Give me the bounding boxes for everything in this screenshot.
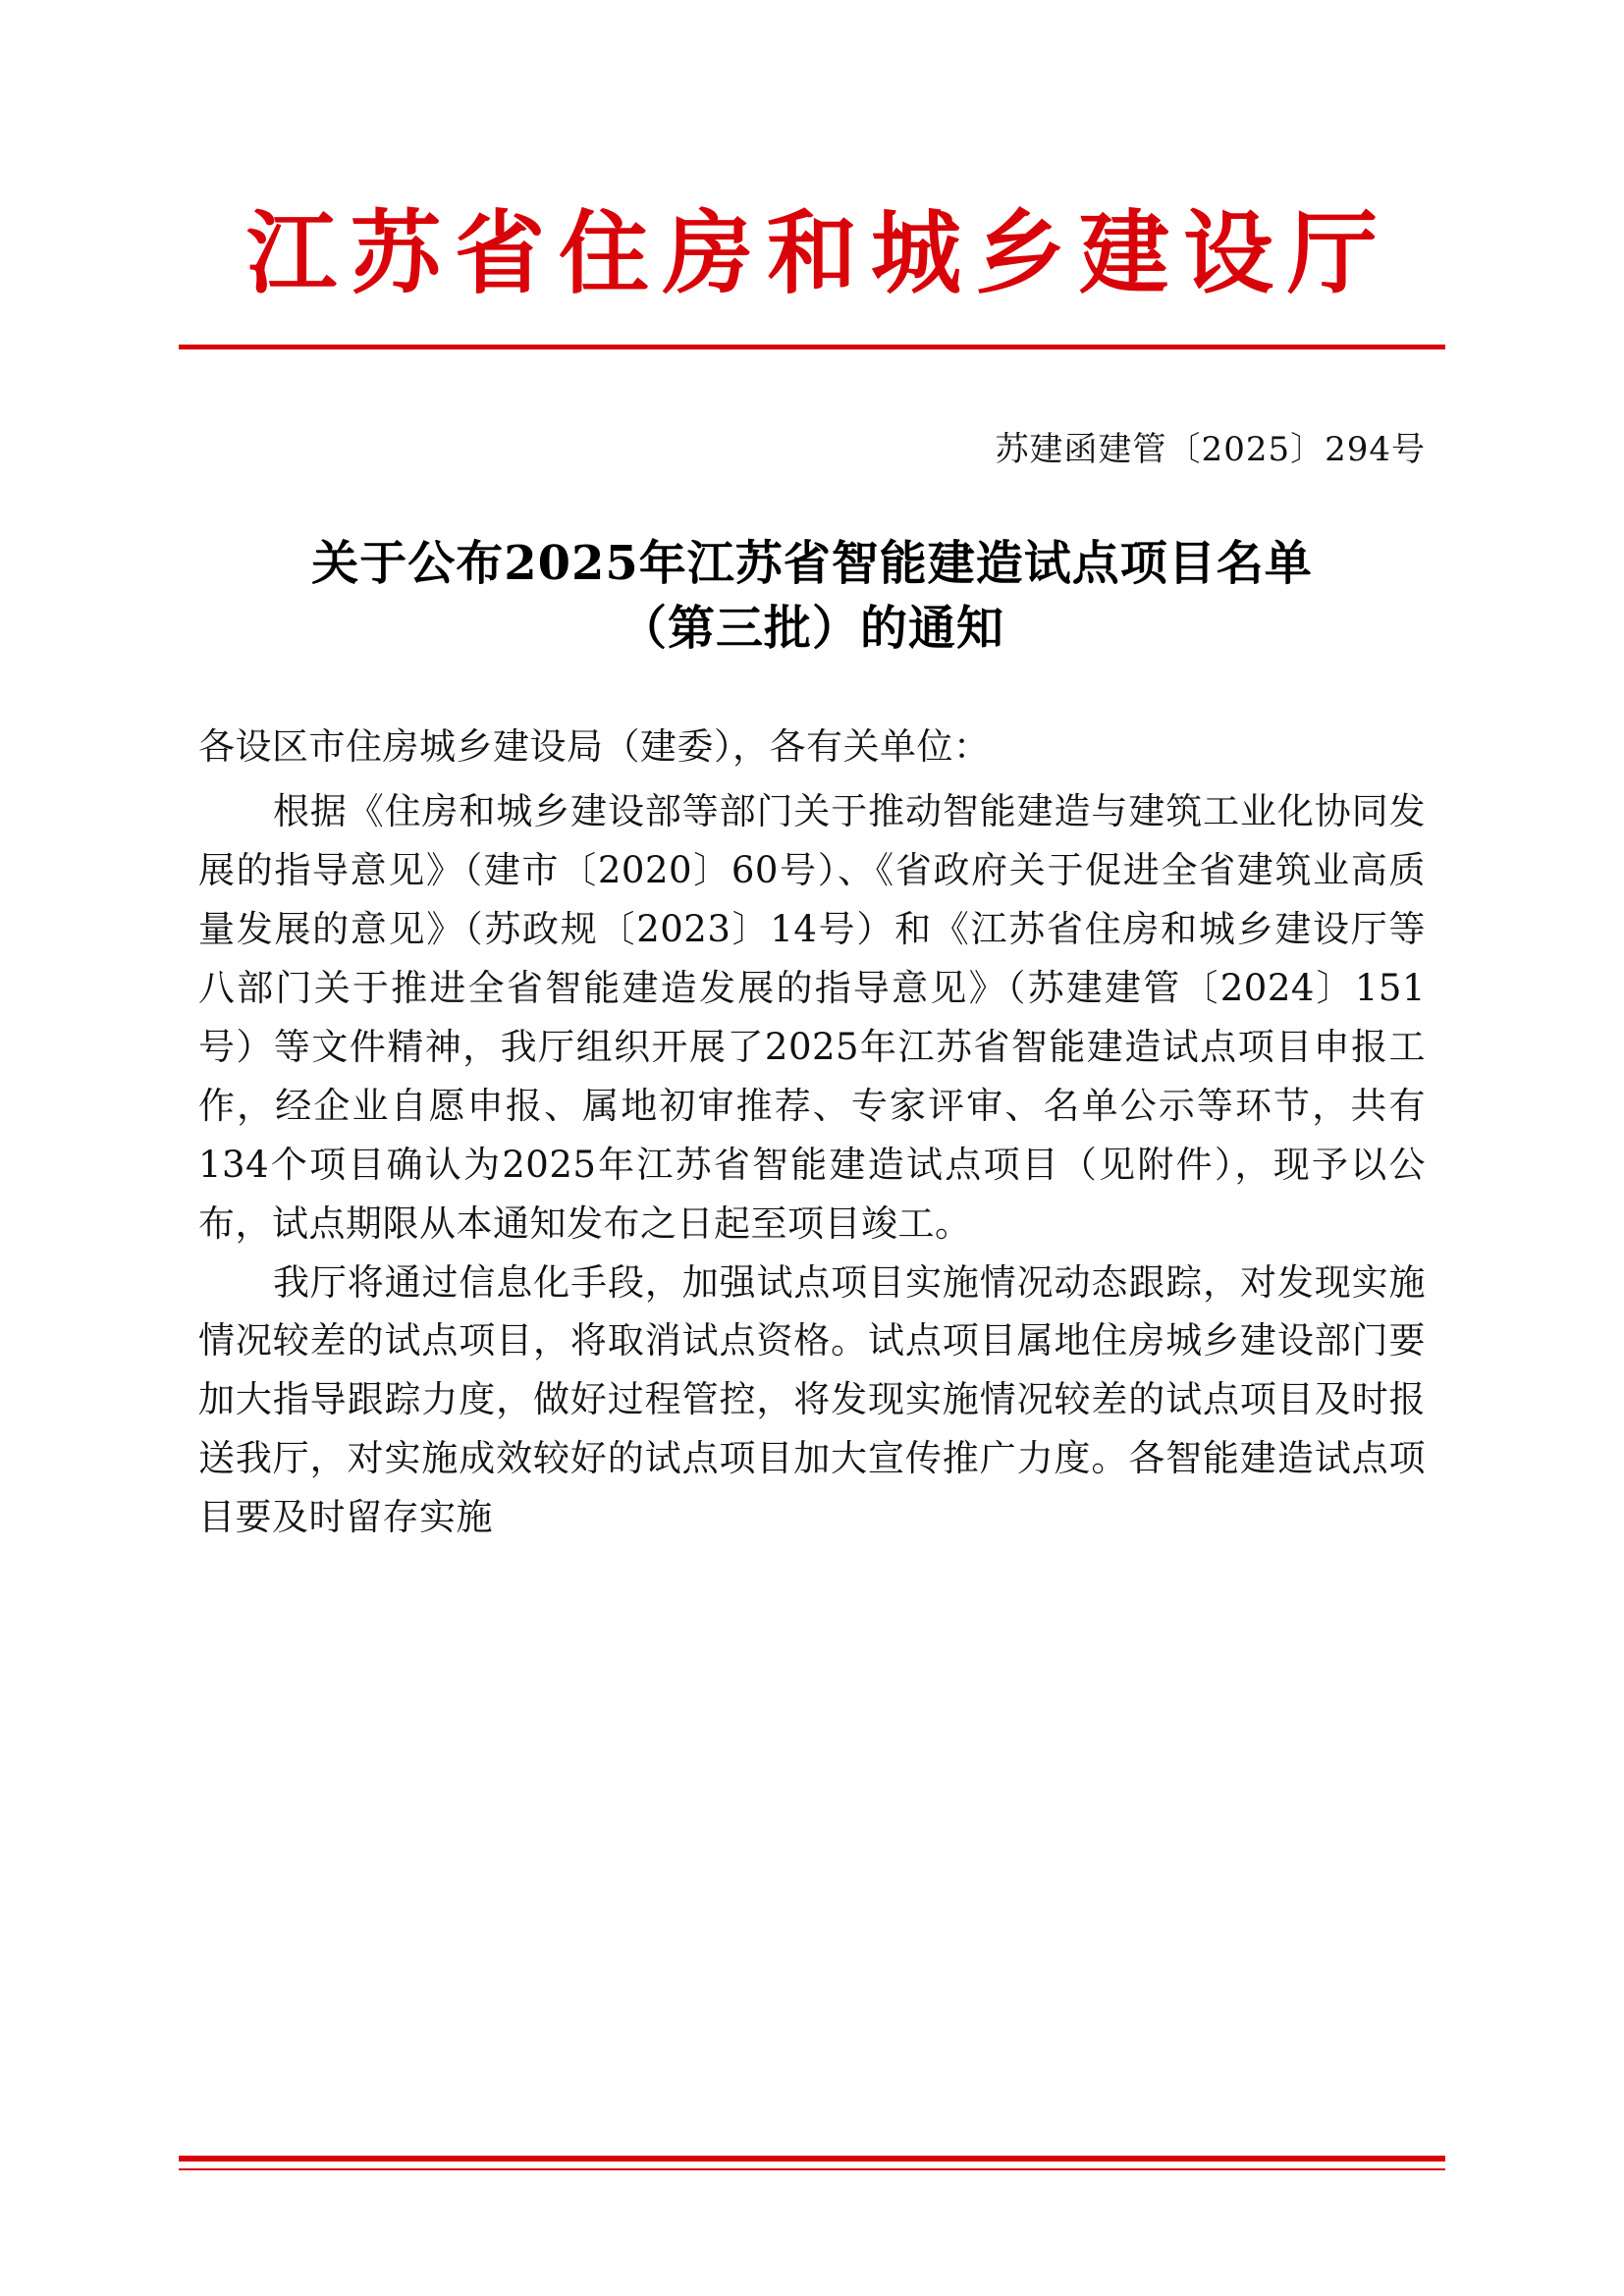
footer-red-rule-thin xyxy=(179,2168,1445,2170)
issuing-organization-title: 江苏省住房和城乡建设厅 xyxy=(245,200,1391,306)
document-title-line-1: 关于公布2025年江苏省智能建造试点项目名单 xyxy=(311,535,1313,591)
document-number: 苏建函建管〔2025〕294号 xyxy=(995,429,1426,469)
salutation: 各设区市住房城乡建设局（建委），各有关单位： xyxy=(198,725,991,769)
footer-rules xyxy=(179,2156,1445,2170)
document-number-row xyxy=(179,422,1445,470)
footer-red-rule-thick xyxy=(179,2156,1445,2162)
document-body xyxy=(198,718,1426,1547)
body-paragraph-2: 我厅将通过信息化手段，加强试点项目实施情况动态跟踪，对发现实施情况较差的试点项目，将取消试点资格。试点项目属地住房城乡建设部门要加大指导跟踪力度，做好过程管控，将发现实施情况较差的试点项目及时报送我厅，对实施成效较好的试点项目加大宣传推广力度。各智能建造试点项目要及时留存实施 xyxy=(198,1260,1426,1539)
header-red-rule xyxy=(179,345,1445,349)
document-title-line-2: （第三批）的通知 xyxy=(619,600,1004,656)
document-title xyxy=(208,531,1416,661)
document-header xyxy=(179,0,1445,306)
body-paragraph-1: 根据《住房和城乡建设部等部门关于推动智能建造与建筑工业化协同发展的指导意见》（建市〔2020〕60号）、《省政府关于促进全省建筑业高质量发展的意见》（苏政规〔2023〕14号）和《江苏省住房和城乡建设厅等八部门关于推进全省智能建造发展的指导意见》（苏建建管〔2024〕151号）等文件精神，我厅组织开展了2025年江苏省智能建造试点项目申报工作，经企业自愿申报、属地初审推荐、专家评审、名单公示等环节，共有134个项目确认为2025年江苏省智能建造试点项目（见附件），现予以公布，试点期限从本通知发布之日起至项目竣工。 xyxy=(198,790,1426,1245)
